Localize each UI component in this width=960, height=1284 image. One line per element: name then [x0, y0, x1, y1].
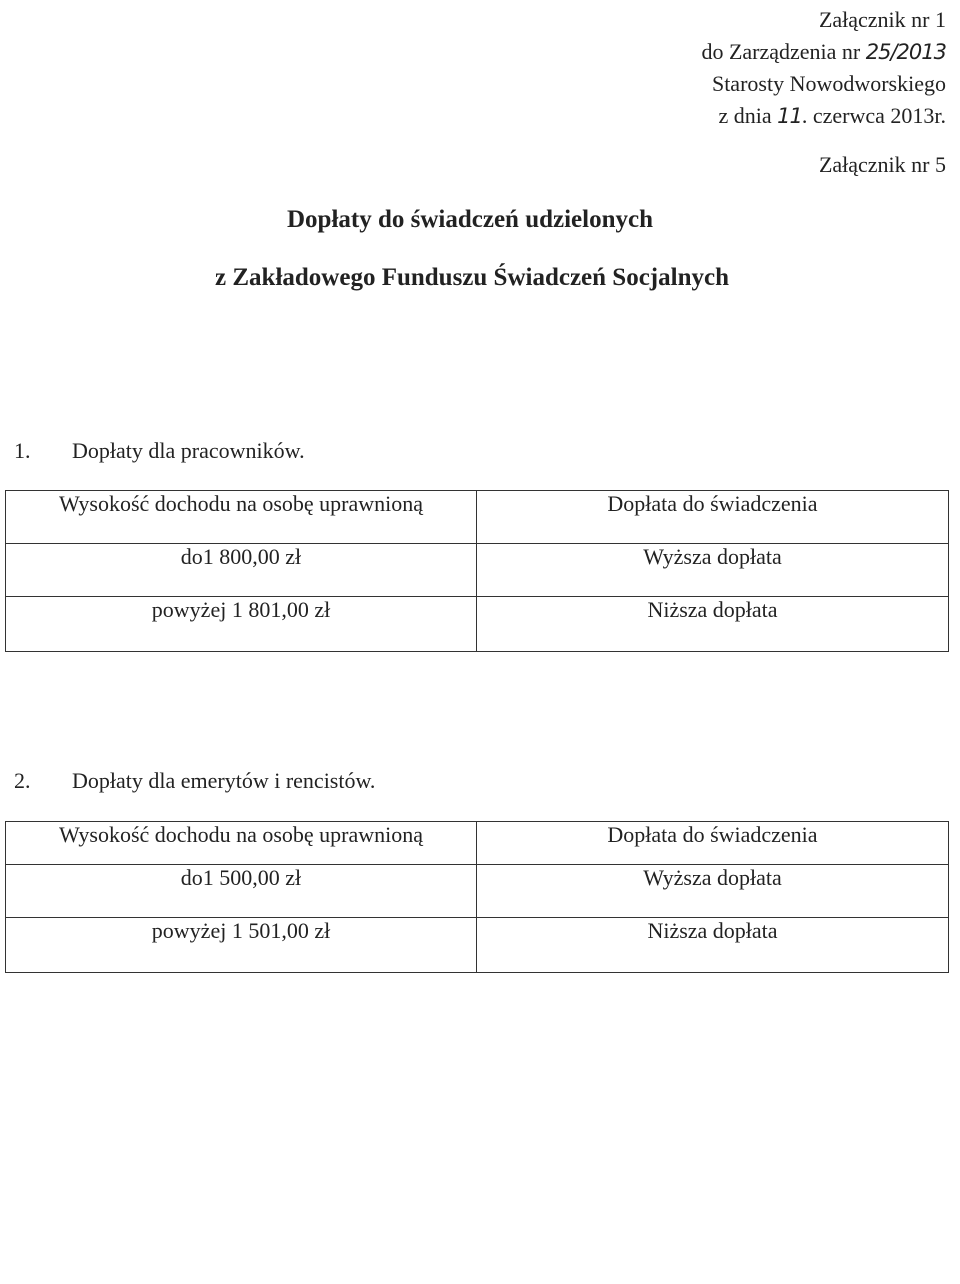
section-1-title: Dopłaty dla pracowników.	[72, 438, 305, 463]
order-prefix: do Zarządzenia nr	[701, 39, 866, 64]
table-row	[6, 544, 949, 597]
subsidy-level-cell: Wyższa dopłata	[477, 544, 949, 597]
retirees-subsidy-table	[5, 821, 949, 973]
income-threshold-cell: do1 500,00 zł	[6, 865, 477, 918]
employees-subsidy-table	[5, 490, 949, 652]
table-header-row	[6, 491, 949, 544]
handwritten-date-day: 11	[777, 104, 802, 128]
subsidy-level-cell: Wyższa dopłata	[477, 865, 949, 918]
issuer-name: Starosty Nowodworskiego	[711, 71, 946, 96]
order-reference	[701, 36, 946, 68]
table-row	[6, 865, 949, 918]
section-2-title: Dopłaty dla emerytów i rencistów.	[72, 768, 376, 793]
order-date	[701, 100, 946, 132]
section-2-number: 2.	[14, 768, 31, 793]
income-threshold-cell: powyżej 1 501,00 zł	[6, 918, 477, 973]
income-threshold-cell: powyżej 1 801,00 zł	[6, 597, 477, 652]
subsidy-level-cell: Niższa dopłata	[477, 918, 949, 973]
table-row	[6, 918, 949, 973]
document-title-line-1: Dopłaty do świadczeń udzielonych	[286, 206, 653, 233]
section-1-heading	[14, 438, 305, 464]
annex-1-label: Załącznik nr 1	[818, 7, 946, 32]
subsidy-level-cell: Niższa dopłata	[477, 597, 949, 652]
table-row	[6, 597, 949, 652]
date-prefix: z dnia	[718, 103, 778, 128]
subsidy-column-header: Dopłata do świadczenia	[477, 822, 949, 865]
table-header-row	[6, 822, 949, 865]
document-title-line-2: z Zakładowego Funduszu Świadczeń Socjalnych	[215, 264, 729, 291]
income-threshold-cell: do1 800,00 zł	[6, 544, 477, 597]
income-column-header: Wysokość dochodu na osobę uprawnioną	[6, 822, 477, 865]
annex-5-label: Załącznik nr 5	[818, 152, 946, 177]
subsidy-column-header: Dopłata do świadczenia	[477, 491, 949, 544]
income-column-header: Wysokość dochodu na osobę uprawnioną	[6, 491, 477, 544]
section-1-number: 1.	[14, 438, 31, 463]
annex-header	[701, 4, 946, 132]
date-suffix: . czerwca 2013r.	[801, 103, 946, 128]
handwritten-order-number: 25/2013	[865, 40, 946, 64]
section-2-heading	[14, 768, 375, 794]
